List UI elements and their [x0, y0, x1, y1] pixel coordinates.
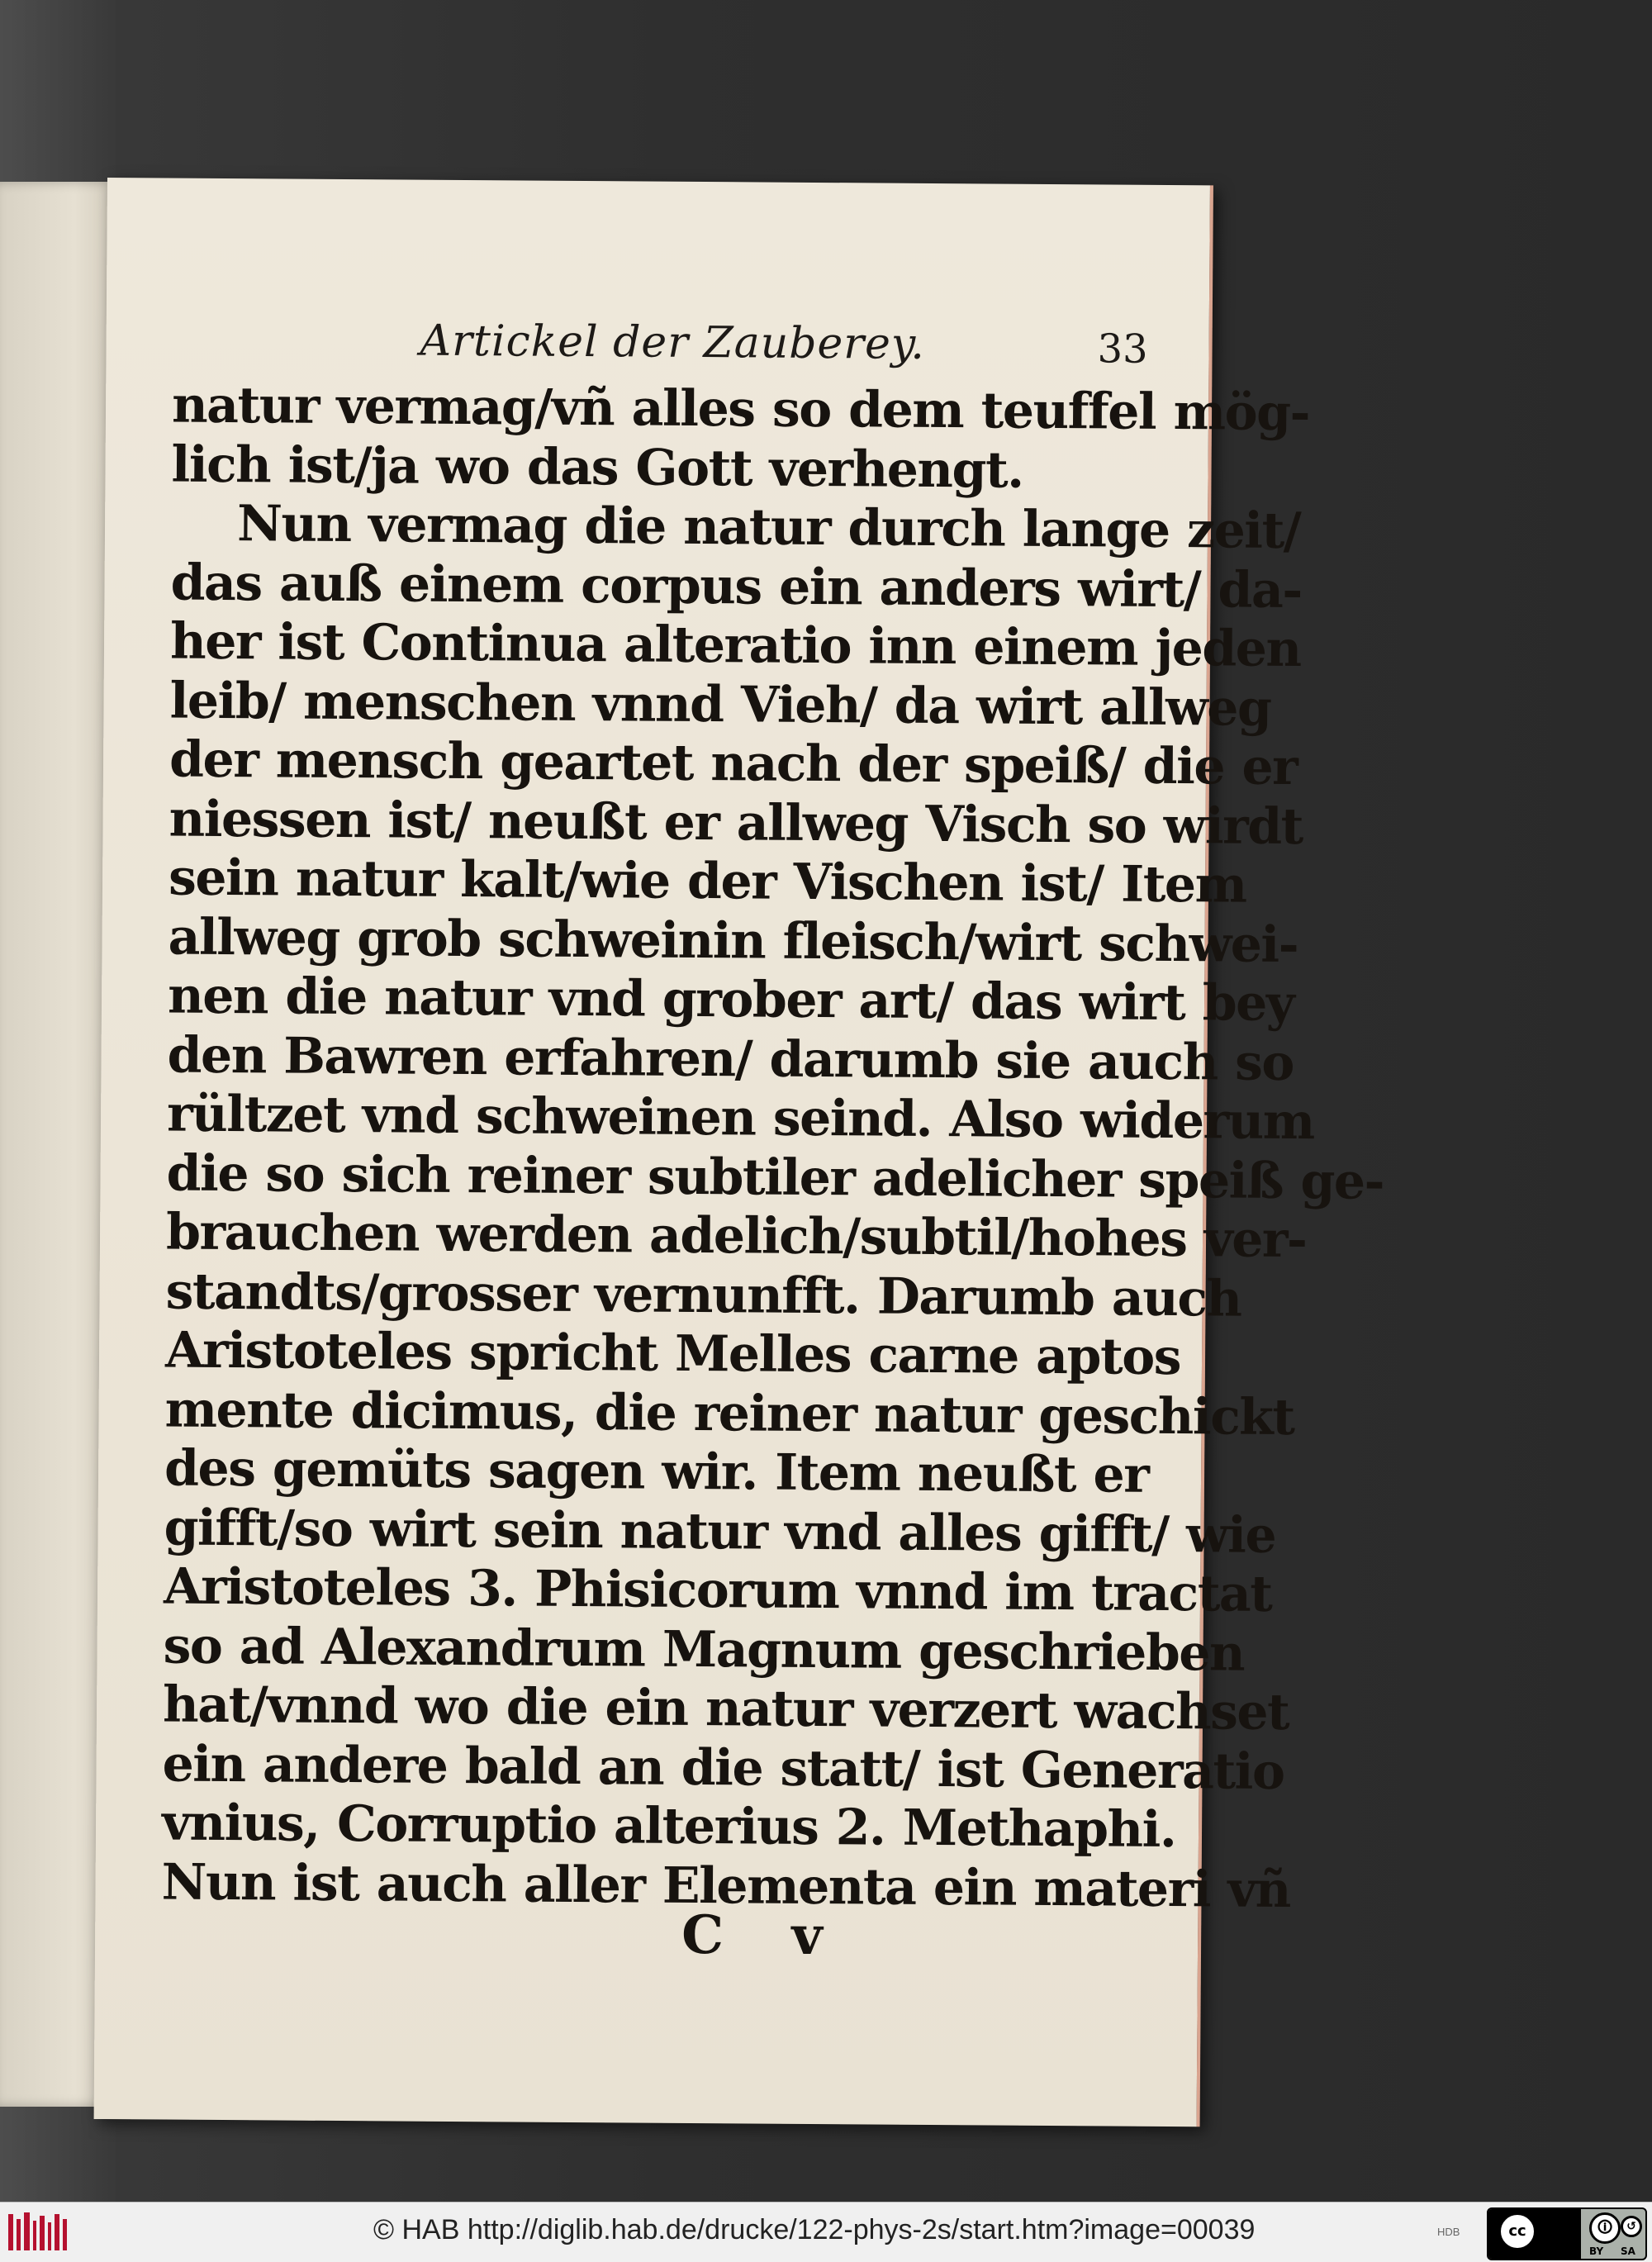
text-line: lich ist/ja wo das Gott verhengt.: [171, 435, 1023, 500]
cc-icon: cc: [1498, 2212, 1536, 2250]
footer-mark: HDB: [1437, 2226, 1460, 2238]
text-line: natur vermag/vñ alles so dem teuffel mög-: [171, 376, 1310, 443]
text-line: ein andere bald an die statt/ ist Generatio: [162, 1735, 1284, 1801]
text-block: [161, 376, 1384, 1919]
text-line: standts/grosser vernunfft. Darumb auch: [165, 1262, 1241, 1328]
share-alike-icon: ↺: [1621, 2216, 1642, 2237]
text-line: Nun ist auch aller Elementa ein materi vñ: [161, 1853, 1291, 1919]
text-line: das auß einem corpus ein anders wirt/ da-: [170, 554, 1303, 620]
text-line: den Bawren erfahren/ darumb sie auch so: [167, 1026, 1294, 1092]
text-line: Aristoteles 3. Phisicorum vnnd im tractat: [163, 1557, 1272, 1623]
copyright-link[interactable]: © HAB http://diglib.hab.de/drucke/122-phys-2s/start.htm?image=00039: [373, 2214, 1256, 2245]
text-line: sein natur kalt/wie der Vischen ist/ Item: [168, 848, 1246, 915]
text-line: rültzet vnd schweinen seind. Also widerum: [166, 1085, 1315, 1152]
running-head: Artickel der Zauberey.: [420, 316, 926, 369]
hab-barcode-logo-icon[interactable]: [7, 2211, 69, 2254]
cc-by-sa-icon[interactable]: [1487, 2207, 1647, 2260]
attribution-person-icon: 🛈: [1589, 2212, 1621, 2244]
text-line: die so sich reiner subtiler adelicher speiß ge-: [166, 1144, 1384, 1211]
folio-number: 33: [1097, 326, 1148, 373]
text-line: des gemüts sagen wir. Item neußt er: [164, 1439, 1149, 1504]
text-line: nen die natur vnd grober art/ das wirt bey: [167, 967, 1294, 1034]
book-page: [94, 178, 1384, 2127]
text-line: so ad Alexandrum Magnum geschrieben: [163, 1617, 1245, 1683]
text-line: gifft/so wirt sein natur vnd alles gifft/ wie: [164, 1499, 1276, 1565]
text-line: vnius, Corruptio alterius 2. Methaphi.: [161, 1794, 1176, 1860]
text-line: leib/ menschen vnnd Vieh/ da wirt allweg: [169, 672, 1271, 738]
text-line: der mensch geartet nach der speiß/ die er: [169, 730, 1298, 797]
signature-mark: C v: [681, 1903, 847, 1968]
text-line: brauchen werden adelich/subtil/hohes ver-: [165, 1203, 1307, 1270]
text-line: her ist Continua alteratio inn einem jeden: [169, 612, 1301, 679]
text-line: Nun vermag die natur durch lange zeit/: [236, 495, 1301, 561]
text-line: niessen ist/ neußt er allweg Visch so wirdt: [169, 790, 1303, 856]
viewer-footer: [0, 2202, 1652, 2262]
text-line: Aristoteles spricht Melles carne aptos: [164, 1321, 1181, 1387]
text-line: hat/vnnd wo die ein natur verzert wachset: [162, 1675, 1289, 1742]
text-line: allweg grob schweinin fleisch/wirt schwei-: [168, 908, 1298, 974]
cc-by-label: BY: [1589, 2245, 1604, 2257]
text-line: mente dicimus, die reiner natur geschickt: [164, 1380, 1294, 1447]
cc-sa-label: SA: [1621, 2245, 1635, 2257]
